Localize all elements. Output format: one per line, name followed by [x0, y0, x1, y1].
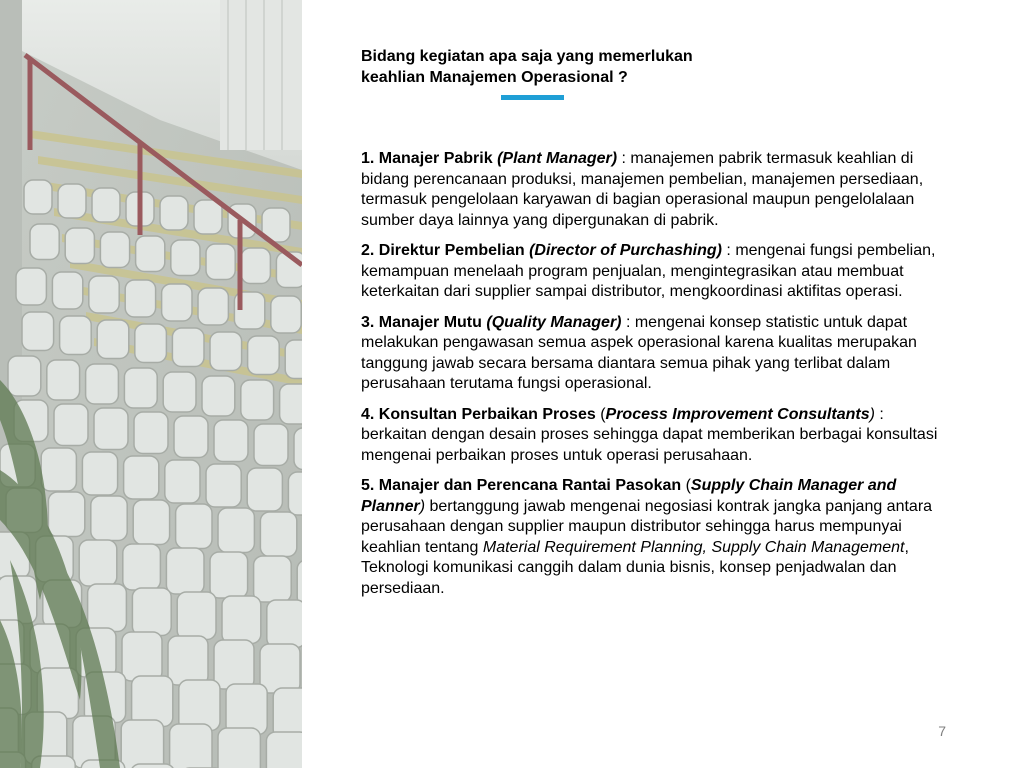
stadium-seat	[285, 340, 302, 379]
stadium-seat	[122, 632, 162, 681]
stadium-seat	[123, 544, 161, 590]
stadium-seat	[266, 732, 302, 768]
stadium-seat	[133, 500, 169, 545]
stadium-seat	[86, 364, 119, 404]
stadium-seat	[166, 548, 204, 594]
stadium-seats-photo	[0, 0, 302, 768]
item-english-term: (Director of Purchashing)	[529, 242, 722, 259]
stadium-seat	[47, 360, 80, 400]
item-description-italic: Material Requirement Planning, Supply Chain Management	[482, 538, 905, 556]
stadium-seat	[58, 184, 86, 218]
list-item-quality-manager	[361, 313, 947, 395]
item-english-term: (Quality Manager)	[486, 313, 622, 331]
stadium-seat	[16, 268, 46, 305]
item-description: : berkaitan dengan desain proses sehingga dapat memberikan berbagai konsultasi mengenai perbaikan proses untuk operasi perusahaan.	[361, 405, 938, 464]
stadium-seat	[82, 452, 117, 495]
stadium-seat	[160, 196, 188, 230]
stadium-seat	[222, 596, 261, 644]
item-english-term: Process Improvement Consultants	[605, 405, 870, 423]
stadium-seat	[206, 244, 235, 280]
slide-title-line-1: Bidang kegiatan apa saja yang memerlukan	[361, 48, 693, 65]
stadium-seat	[24, 180, 52, 214]
stadium-seat	[94, 408, 128, 450]
stadium-seat	[273, 688, 302, 739]
item-open-paren: (	[595, 405, 606, 423]
list-item-director-of-purchasing	[361, 241, 947, 303]
stadium-seat	[168, 636, 208, 685]
stadium-seat	[89, 276, 119, 313]
stadium-seat	[30, 224, 59, 260]
stadium-seat	[248, 336, 280, 375]
stadium-seat	[88, 584, 127, 632]
stadium-seat	[97, 320, 129, 359]
stadium-seat	[254, 424, 288, 466]
stadium-seat	[280, 384, 302, 424]
stadium-seat	[210, 332, 242, 371]
slide-title-line-2: keahlian Manajemen Operasional ?	[361, 69, 628, 86]
stadium-seat	[171, 240, 200, 276]
stadium-seat	[218, 728, 260, 768]
list-item-plant-manager	[361, 149, 947, 231]
stadium-seat	[174, 416, 208, 458]
stadium-seat	[241, 380, 274, 420]
stadium-seat	[163, 372, 196, 412]
stadium-seat	[297, 560, 302, 606]
item-heading: 5. Manajer dan Perencana Rantai Pasokan	[361, 477, 682, 494]
stadium-seat	[170, 724, 212, 768]
stadium-seat	[131, 764, 175, 768]
item-heading: 4. Konsultan Perbaikan Proses	[361, 405, 596, 423]
item-description: bertanggung jawab mengenai negosiasi kontrak jangka panjang antara perusahaan dengan supplier maupun distributor sehingga harus mempunyai keahlian tentang	[361, 497, 933, 556]
item-open-paren: (	[681, 477, 691, 494]
stadium-seat	[214, 420, 248, 462]
item-close-paren: )	[419, 497, 426, 515]
stadium-seat	[202, 376, 235, 416]
stadium-seat	[226, 684, 267, 735]
stadium-seat	[179, 680, 220, 731]
stadium-seat	[218, 508, 254, 553]
stadium-seat	[294, 428, 302, 470]
stadium-seat	[121, 720, 163, 768]
stadium-seat	[241, 248, 270, 284]
stadium-seat	[22, 312, 54, 351]
item-description: : mengenai konsep statistic untuk dapat melakukan pengawasan semua aspek operasional karena kualitas merupakan tanggung jawab secara bersama diantara semua pihak yang terlibat dalam perusahaan terutama fungsi operasional.	[361, 313, 917, 392]
stadium-seat	[247, 468, 282, 511]
stadium-seat	[136, 236, 165, 272]
stadium-seat	[162, 284, 192, 321]
item-heading: 3. Manajer Mutu	[361, 313, 482, 331]
stadium-seat	[214, 640, 254, 689]
content-list	[361, 149, 947, 599]
stadium-seat	[60, 316, 92, 355]
item-heading: 2. Direktur Pembelian	[361, 242, 525, 259]
item-english-term: (Plant Manager)	[497, 150, 618, 167]
stadium-seat	[125, 280, 155, 317]
stadium-seat	[165, 460, 200, 503]
stadium-seat	[135, 324, 167, 363]
stadium-seat	[176, 504, 212, 549]
stadium-seat	[132, 676, 173, 727]
stadium-seat	[48, 492, 84, 537]
stadium-seat	[260, 512, 296, 557]
stadium-seat	[254, 556, 292, 602]
slide-title	[361, 46, 921, 88]
stadium-seat	[210, 552, 248, 598]
stadium-seat	[79, 540, 117, 586]
stadium-seat	[65, 228, 94, 264]
stadium-seat	[91, 496, 127, 541]
stadium-seat	[100, 232, 129, 268]
stadium-seat	[8, 356, 41, 396]
stadium-seat	[267, 600, 302, 648]
stadium-seat	[260, 644, 300, 693]
stadium-seat	[54, 404, 88, 446]
item-heading: 1. Manajer Pabrik	[361, 150, 493, 167]
list-item-supply-chain-manager	[361, 476, 947, 599]
stadium-seat	[206, 464, 241, 507]
page-number: 7	[938, 723, 946, 739]
stadium-seat	[271, 296, 301, 333]
item-close-paren: )	[869, 405, 875, 423]
stadium-seat	[172, 328, 204, 367]
stadium-seat	[92, 188, 120, 222]
title-accent-bar	[501, 95, 564, 100]
stadium-seat	[124, 456, 159, 499]
stadium-seat	[132, 588, 171, 636]
stadium-seat	[194, 200, 222, 234]
stadium-seat	[41, 448, 76, 491]
stadium-seat	[288, 472, 302, 515]
stadium-seat	[52, 272, 82, 309]
stadium-seat	[124, 368, 157, 408]
item-english-term: Supply Chain Manager and Planner	[361, 477, 897, 515]
stadium-seat	[134, 412, 168, 454]
stadium-seat	[198, 288, 228, 325]
list-item-process-improvement-consultants	[361, 405, 947, 467]
item-description: : mengenai fungsi pembelian, kemampuan menelaah program penjualan, mengintegrasikan atau membuat keterkaitan dari supplier sampai distributor, mengkoordinasi aktifitas operasi.	[361, 242, 936, 300]
stadium-seat	[177, 592, 216, 640]
item-description: : manajemen pabrik termasuk keahlian di bidang perencanaan produksi, manajemen pembelian, manajemen persediaan, termasuk pengelolaan karyawan di bagian operasional maupun pengelolalaan sumber daya lainnya yang dipergunakan di pabrik.	[361, 150, 924, 229]
item-description-end: , Teknologi komunikasi canggih dalam dunia bisnis, konsep penjadwalan dan persediaan.	[361, 538, 909, 597]
